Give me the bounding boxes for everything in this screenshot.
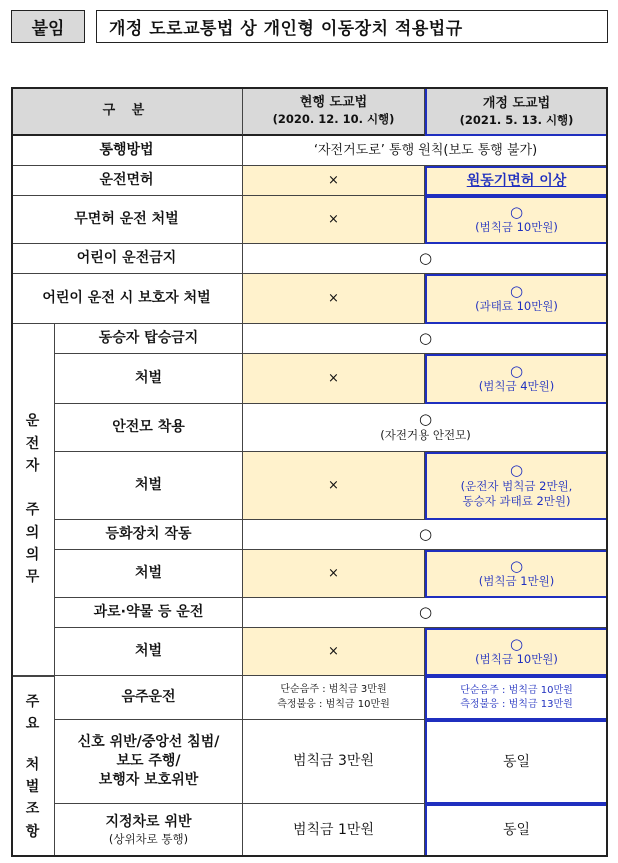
attachment-badge: 붙임 bbox=[11, 10, 85, 43]
x-mark: × bbox=[328, 172, 339, 188]
license-label: 운전면허 bbox=[99, 172, 154, 189]
passenger-value bbox=[243, 324, 608, 354]
lane-revised-value: 동일 bbox=[502, 822, 531, 839]
light-penalty-note: (범칙금 1만원) bbox=[478, 574, 555, 589]
helmet-penalty-note: 동승자 과태료 2만원) bbox=[462, 494, 571, 509]
signal-current-value: 범칙금 3만원 bbox=[293, 753, 374, 770]
group-char: 무 bbox=[25, 569, 40, 586]
row-label-guardian bbox=[11, 274, 243, 324]
circle-mark: ○ bbox=[509, 281, 524, 300]
guardian-label: 어린이 운전 시 보호자 처벌 bbox=[42, 290, 211, 307]
header-revised-law-date: (2021. 5. 13. 시행) bbox=[459, 112, 574, 127]
light-value bbox=[243, 520, 608, 550]
unlicensed-revised bbox=[425, 196, 608, 244]
lane-current bbox=[243, 804, 425, 857]
group-char: 의 bbox=[25, 547, 40, 564]
document-title: 개정 도로교통법 상 개인형 이동장치 적용법규 bbox=[96, 10, 608, 43]
license-revised bbox=[425, 166, 608, 196]
group-major-penalty bbox=[11, 676, 55, 857]
license-revised-value: 원동기면허 이상 bbox=[466, 172, 567, 189]
passenger-penalty-current bbox=[243, 354, 425, 404]
drunk-label: 음주운전 bbox=[121, 689, 176, 706]
passage-label: 통행방법 bbox=[99, 142, 154, 159]
row-label-child-ban bbox=[11, 244, 243, 274]
guardian-revised bbox=[425, 274, 608, 324]
header-current-law bbox=[243, 87, 425, 136]
row-label-unlicensed bbox=[11, 196, 243, 244]
group-char: 주 bbox=[25, 502, 40, 519]
overwork-value bbox=[243, 598, 608, 628]
helmet-value bbox=[243, 404, 608, 452]
group-char: 전 bbox=[25, 435, 40, 452]
unlicensed-revised-note: (범칙금 10만원) bbox=[475, 220, 558, 235]
overwork-penalty-revised bbox=[425, 628, 608, 676]
header-category bbox=[11, 87, 243, 136]
lane-revised bbox=[425, 804, 608, 857]
row-label-light bbox=[55, 520, 243, 550]
drunk-current-line: 측정불응 : 범칙금 10만원 bbox=[277, 698, 390, 710]
x-mark: × bbox=[328, 370, 339, 386]
row-label-passenger-penalty bbox=[55, 354, 243, 404]
group-char: 벌 bbox=[25, 779, 40, 795]
group-driver-duty bbox=[11, 324, 55, 676]
group-char: 항 bbox=[25, 823, 40, 840]
light-penalty-revised bbox=[425, 550, 608, 598]
signal-current bbox=[243, 720, 425, 804]
x-mark: × bbox=[328, 643, 339, 659]
group-char: 요 bbox=[25, 716, 40, 733]
passenger-penalty-label: 처벌 bbox=[134, 370, 163, 387]
header-revised-law bbox=[425, 87, 608, 136]
circle-mark: ○ bbox=[509, 634, 524, 653]
overwork-label: 과로·약물 등 운전 bbox=[93, 604, 204, 621]
passenger-penalty-note: (범칙금 4만원) bbox=[478, 379, 555, 394]
circle-mark: ○ bbox=[509, 202, 524, 221]
x-mark: × bbox=[328, 565, 339, 581]
row-label-drunk bbox=[55, 676, 243, 720]
child-ban-label: 어린이 운전금지 bbox=[76, 250, 177, 267]
lane-sublabel: (상위차로 통행) bbox=[108, 832, 189, 847]
signal-label-line: 보도 주행/ bbox=[116, 753, 181, 770]
circle-mark: ○ bbox=[509, 361, 524, 380]
header-current-law-label: 현행 도교법 bbox=[299, 94, 368, 110]
row-label-overwork bbox=[55, 598, 243, 628]
light-label: 등화장치 작동 bbox=[105, 526, 192, 543]
row-label-passenger bbox=[55, 324, 243, 354]
signal-revised-value: 동일 bbox=[502, 753, 531, 770]
group-char: 처 bbox=[25, 756, 40, 773]
circle-mark: ○ bbox=[509, 556, 524, 575]
row-label-helmet bbox=[55, 404, 243, 452]
circle-mark: ○ bbox=[418, 329, 433, 348]
passenger-label: 동승자 탑승금지 bbox=[98, 330, 199, 347]
lane-current-value: 범칙금 1만원 bbox=[293, 822, 374, 839]
drunk-current-line: 단순음주 : 범칙금 3만원 bbox=[280, 684, 387, 695]
group-char: 운 bbox=[25, 413, 40, 430]
row-label-overwork-penalty bbox=[55, 628, 243, 676]
circle-mark: ○ bbox=[418, 249, 433, 268]
signal-revised bbox=[425, 720, 608, 804]
row-label-lane bbox=[55, 804, 243, 857]
light-penalty-label: 처벌 bbox=[134, 565, 163, 582]
circle-mark: ○ bbox=[418, 525, 433, 544]
passenger-penalty-revised bbox=[425, 354, 608, 404]
group-char: 의 bbox=[25, 524, 40, 541]
x-mark: × bbox=[328, 290, 339, 306]
overwork-penalty-label: 처벌 bbox=[134, 643, 163, 660]
header-category-label: 구 분 bbox=[102, 102, 151, 118]
row-label-signal bbox=[55, 720, 243, 804]
guardian-revised-note: (과태료 10만원) bbox=[475, 299, 558, 314]
header-revised-law-label: 개정 도교법 bbox=[482, 95, 551, 111]
row-label-license bbox=[11, 166, 243, 196]
drunk-revised-line: 측정불응 : 범칙금 13만원 bbox=[460, 699, 573, 710]
guardian-current bbox=[243, 274, 425, 324]
drunk-current bbox=[243, 676, 425, 720]
row-label-passage bbox=[11, 136, 243, 166]
x-mark: × bbox=[328, 477, 339, 493]
overwork-penalty-current bbox=[243, 628, 425, 676]
row-label-light-penalty bbox=[55, 550, 243, 598]
helmet-penalty-label: 처벌 bbox=[134, 477, 163, 494]
circle-mark: ○ bbox=[509, 461, 524, 480]
helmet-penalty-note: (운전자 범칙금 2만원, bbox=[460, 478, 573, 493]
drunk-revised-line: 단순음주 : 범칙금 10만원 bbox=[460, 684, 573, 696]
unlicensed-current bbox=[243, 196, 425, 244]
drunk-revised bbox=[425, 676, 608, 720]
helmet-label: 안전모 착용 bbox=[112, 419, 185, 436]
passage-value: ‘자전거도로’ 통행 원칙(보도 통행 불가) bbox=[313, 142, 538, 158]
circle-mark: ○ bbox=[418, 603, 433, 622]
header-current-law-date: (2020. 12. 10. 시행) bbox=[272, 111, 395, 126]
license-current bbox=[243, 166, 425, 196]
child-ban-value bbox=[243, 244, 608, 274]
circle-mark: ○ bbox=[418, 410, 433, 429]
row-value-passage bbox=[243, 136, 608, 166]
helmet-note: (자전거용 안전모) bbox=[380, 427, 471, 442]
row-label-helmet-penalty bbox=[55, 452, 243, 520]
overwork-penalty-note: (범칙금 10만원) bbox=[475, 652, 558, 667]
group-char: 자 bbox=[25, 457, 40, 474]
x-mark: × bbox=[328, 211, 339, 227]
lane-label: 지정차로 위반 bbox=[105, 814, 192, 831]
signal-label-line: 보행자 보호위반 bbox=[98, 771, 199, 788]
group-char: 주 bbox=[25, 693, 40, 710]
helmet-penalty-current bbox=[243, 452, 425, 520]
signal-label-line: 신호 위반/중앙선 침범/ bbox=[77, 734, 220, 751]
helmet-penalty-revised bbox=[425, 452, 608, 520]
light-penalty-current bbox=[243, 550, 425, 598]
group-char: 조 bbox=[25, 801, 40, 818]
unlicensed-label: 무면허 운전 처벌 bbox=[74, 211, 179, 228]
